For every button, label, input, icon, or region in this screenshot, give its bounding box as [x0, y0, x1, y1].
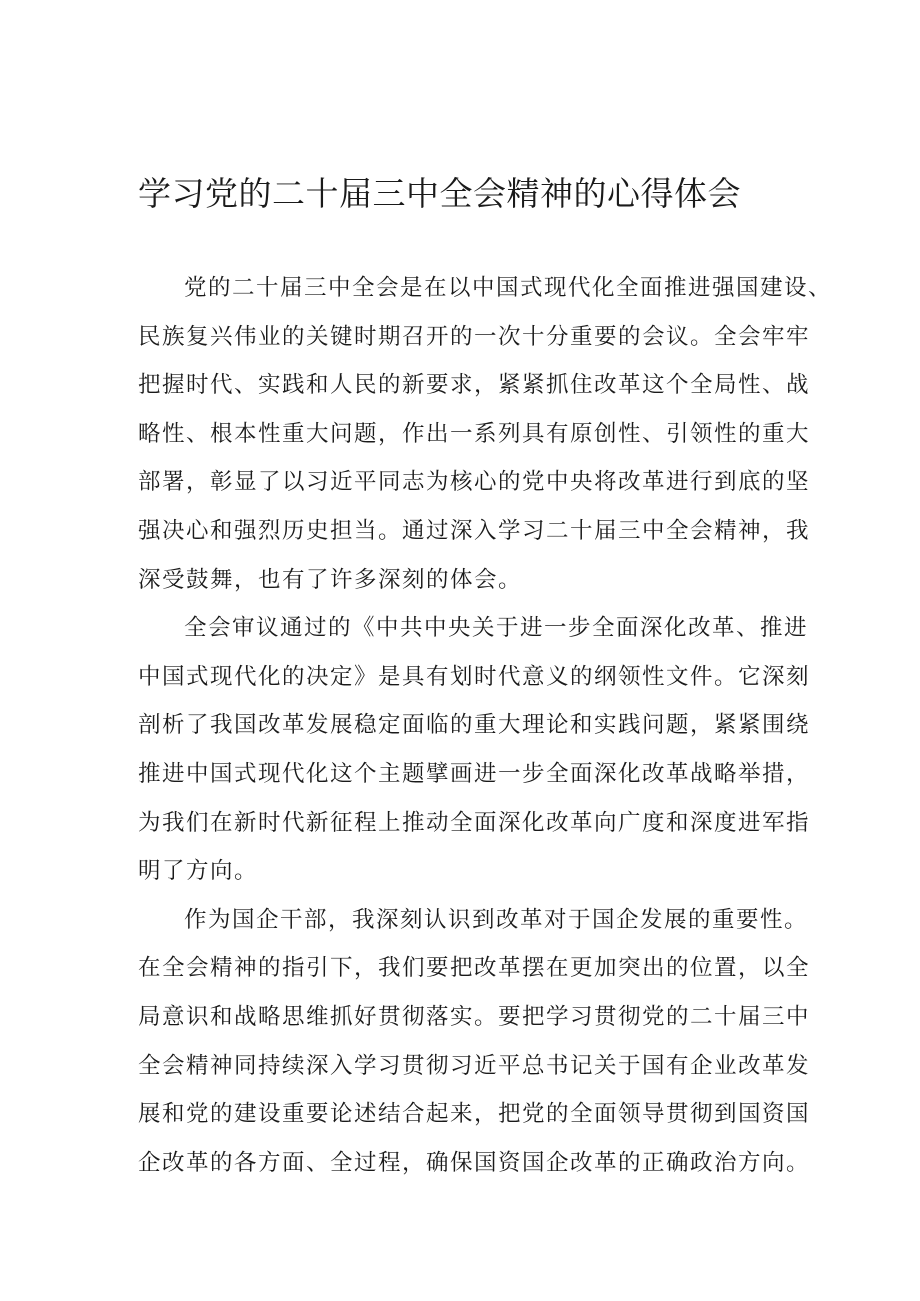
paragraph-3-line-5: 展和党的建设重要论述结合起来，把党的全面领导贯彻到国资国	[138, 1101, 811, 1128]
paragraph-2-line-2: 中国式现代化的决定》是具有划时代意义的纲领性文件。它深刻	[138, 663, 811, 690]
paragraph-2-line-3: 剖析了我国改革发展稳定面临的重大理论和实践问题，紧紧围绕	[138, 712, 811, 739]
paragraph-1-line-4: 略性、根本性重大问题，作出一系列具有原创性、引领性的重大	[138, 420, 811, 447]
paragraph-2-line-5: 为我们在新时代新征程上推动全面深化改革向广度和深度进军指	[138, 809, 811, 836]
paragraph-3-line-4: 全会精神同持续深入学习贯彻习近平总书记关于国有企业改革发	[138, 1052, 811, 1079]
paragraph-3-line-1: 作为国企干部，我深刻认识到改革对于国企发展的重要性。	[184, 906, 809, 933]
paragraph-2-line-1: 全会审议通过的《中共中央关于进一步全面深化改革、推进	[184, 615, 809, 642]
paragraph-1-line-5: 部署，彰显了以习近平同志为核心的党中央将改革进行到底的坚	[138, 469, 811, 496]
paragraph-1-line-7: 深受鼓舞，也有了许多深刻的体会。	[138, 566, 523, 593]
paragraph-3-line-3: 局意识和战略思维抓好贯彻落实。要把学习贯彻党的二十届三中	[138, 1003, 811, 1030]
paragraph-1-line-6: 强决心和强烈历史担当。通过深入学习二十届三中全会精神，我	[138, 517, 811, 544]
paragraph-2-line-4: 推进中国式现代化这个主题擘画进一步全面深化改革战略举措，	[138, 760, 811, 787]
paragraph-3-line-6: 企改革的各方面、全过程，确保国资国企改革的正确政治方向。	[138, 1149, 811, 1176]
paragraph-2-line-6: 明了方向。	[138, 858, 259, 885]
paragraph-1-line-3: 把握时代、实践和人民的新要求，紧紧抓住改革这个全局性、战	[138, 372, 811, 399]
paragraph-1-line-2: 民族复兴伟业的关键时期召开的一次十分重要的会议。全会牢牢	[138, 323, 811, 350]
document-body	[138, 264, 833, 1187]
paragraph-3-line-2: 在全会精神的指引下，我们要把改革摆在更加突出的位置，以全	[138, 955, 811, 982]
document-title: 学习党的二十届三中全会精神的心得体会	[138, 174, 741, 213]
paragraph-1-line-1: 党的二十届三中全会是在以中国式现代化全面推进强国建设、	[184, 275, 833, 301]
